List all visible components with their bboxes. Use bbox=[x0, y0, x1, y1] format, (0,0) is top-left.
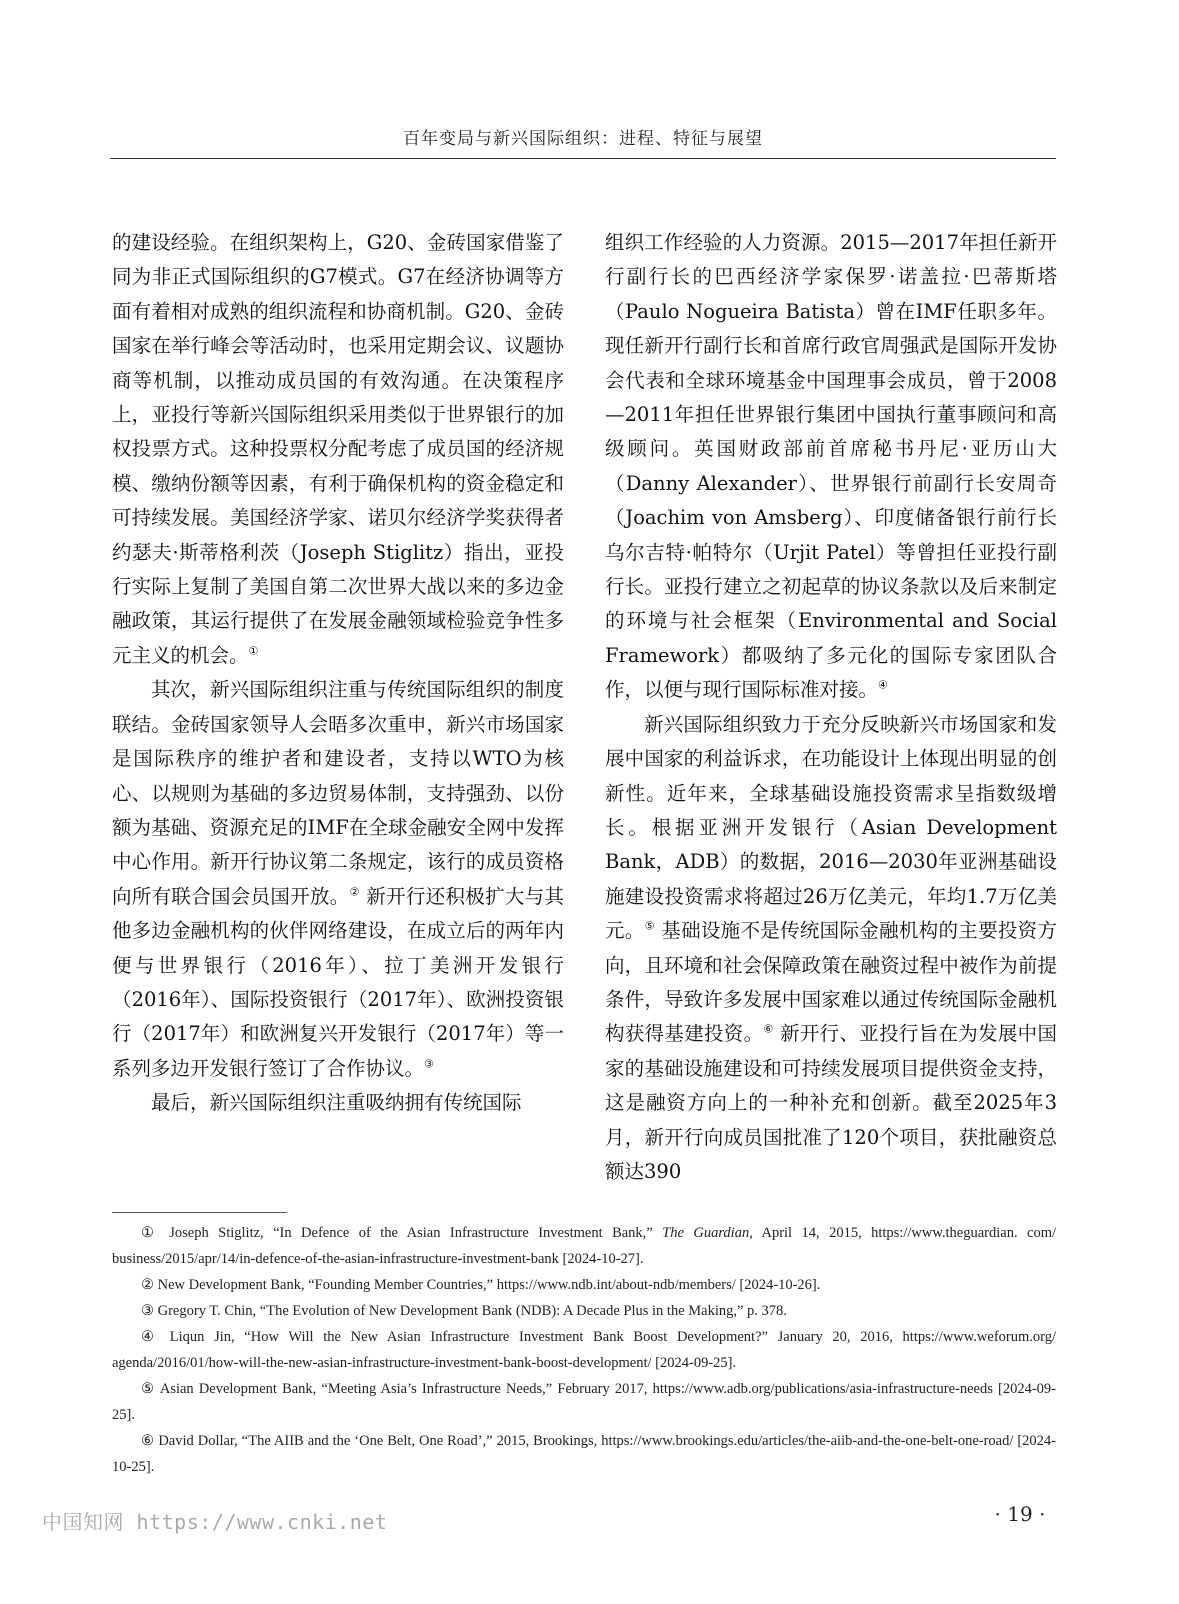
footnote bbox=[112, 1298, 1056, 1324]
footnote-text: Liqun Jin, “How Will the New Asian Infrastructure Investment Bank Boost Development?” January 20, 2016, https://www.weforum.org/ agenda/2016/01/how-will-the-new-asian-infrastructure-investment-bank-boost-development/ [2024-09-25]. bbox=[112, 1329, 1056, 1371]
footnote bbox=[112, 1324, 1056, 1376]
paragraph-text: 新开行、亚投行旨在为发展中国家的基础设施建设和可持续发展项目提供资金支持，这是融资方向上的一种补充和创新。截至2025年3月，新开行向成员国批准了120个项目，获批融资总额达390 bbox=[605, 1022, 1057, 1183]
header-rule bbox=[110, 158, 1056, 159]
footnotes bbox=[112, 1220, 1056, 1480]
paragraph-text: 新开行还积极扩大与其他多边金融机构的伙伴网络建设，在成立后的两年内便与世界银行（2016年）、拉丁美洲开发银行（2016年）、国际投资银行（2017年）、欧洲投资银行（2017年）和欧洲复兴开发银行（2017年）等一系列多边开发银行签订了合作协议。 bbox=[112, 884, 564, 1080]
footnote-text: Asian Development Bank, “Meeting Asia’s Infrastructure Needs,” February 2017, https://www.adb.org/publications/asia-infrastructure-needs [2024-09-25]. bbox=[112, 1381, 1057, 1423]
footnote-text: Gregory T. Chin, “The Evolution of New Development Bank (NDB): A Decade Plus in the Making,” p. 378. bbox=[154, 1303, 787, 1319]
paragraph-text: 新兴国际组织致力于充分反映新兴市场国家和发展中国家的利益诉求，在功能设计上体现出明显的创新性。近年来，全球基础设施投资需求呈指数级增长。根据亚洲开发银行（Asian Development Bank，ADB）的数据，2016—2030年亚洲基础设施建设投资需求将超过26万亿美元，年均1.7万亿美元。 bbox=[605, 712, 1057, 943]
footnote-mark: ② bbox=[141, 1277, 154, 1293]
footnote bbox=[112, 1428, 1056, 1480]
footnote-source-title: The Guardian bbox=[662, 1225, 750, 1241]
footnote-ref[interactable]: ① bbox=[248, 644, 259, 658]
footnote bbox=[112, 1272, 1056, 1298]
footnote-mark: ⑥ bbox=[141, 1433, 155, 1449]
paragraph bbox=[112, 226, 564, 673]
footnote-text: , April 14, 2015, https://www.theguardian. com/ business/2015/apr/14/in-defence-of-the-asian-infrastructure-investment-bank [2024-10-27]. bbox=[112, 1225, 1056, 1267]
footnote-ref[interactable]: ② bbox=[349, 885, 360, 899]
left-column bbox=[112, 226, 564, 1121]
running-header: 百年变局与新兴国际组织：进程、特征与展望 bbox=[403, 129, 763, 149]
footnote-text: Joseph Stiglitz, “In Defence of the Asian Infrastructure Investment Bank,” bbox=[159, 1225, 663, 1241]
footnote-mark: ⑤ bbox=[141, 1381, 156, 1397]
footnote-ref[interactable]: ⑥ bbox=[763, 1022, 774, 1036]
footnote-ref[interactable]: ④ bbox=[878, 678, 888, 692]
footnote-text: David Dollar, “The AIIB and the ‘One Belt, One Road’,” 2015, Brookings, https://www.brookings.edu/articles/the-aiib-and-the-one-belt-one-road/ [2024-10-25]. bbox=[112, 1433, 1056, 1475]
paragraph-text: 的建设经验。在组织架构上，G20、金砖国家借鉴了同为非正式国际组织的G7模式。G7在经济协调等方面有着相对成熟的组织流程和协商机制。G20、金砖国家在举行峰会等活动时，也采用定期会议、议题协商等机制，以推动成员国的有效沟通。在决策程序上，亚投行等新兴国际组织采用类似于世界银行的加权投票方式。这种投票权分配考虑了成员国的经济规模、缴纳份额等因素，有利于确保机构的资金稳定和可持续发展。美国经济学家、诺贝尔经济学奖获得者约瑟夫·斯蒂格利茨（Joseph Stiglitz）指出，亚投行实际上复制了美国自第二次世界大战以来的多边金融政策，其运行提供了在发展金融领域检验竞争性多元主义的机会。 bbox=[112, 231, 564, 667]
footnote-text: New Development Bank, “Founding Member Countries,” https://www.ndb.int/about-ndb/members/ [2024-10-26]. bbox=[154, 1277, 821, 1293]
footnote bbox=[112, 1376, 1056, 1428]
right-column bbox=[605, 226, 1057, 1189]
cnki-watermark: 中国知网 https://www.cnki.net bbox=[42, 1510, 388, 1534]
paragraph bbox=[112, 673, 564, 1086]
paragraph-text: 基础设施不是传统国际金融机构的主要投资方向，且环境和社会保障政策在融资过程中被作为前提条件，导致许多发展中国家难以通过传统国际金融机构获得基建投资。 bbox=[605, 919, 1057, 1046]
page-number: · 19 · bbox=[994, 1502, 1046, 1526]
paragraph-text: 组织工作经验的人力资源。2015—2017年担任新开行副行长的巴西经济学家保罗·诺盖拉·巴蒂斯塔（Paulo Nogueira Batista）曾在IMF任职多年。现任新开行副行长和首席行政官周强武是国际开发协会代表和全球环境基金中国理事会成员，曾于2008—2011年担任世界银行集团中国执行董事顾问和高级顾问。英国财政部前首席秘书丹尼·亚历山大（Danny Alexander）、世界银行前副行长安周奇（Joachim von Amsberg）、印度储备银行前行长乌尔吉特·帕特尔（Urjit Patel）等曾担任亚投行副行长。亚投行建立之初起草的协议条款以及后来制定的环境与社会框架（Environmental and Social Framework）都吸纳了多元化的国际专家团队合作，以便与现行国际标准对接。 bbox=[605, 231, 1057, 702]
footnote-ref[interactable]: ③ bbox=[424, 1057, 434, 1071]
paragraph bbox=[605, 226, 1057, 708]
paragraph bbox=[605, 708, 1057, 1190]
footnote bbox=[112, 1220, 1056, 1272]
footnote-mark: ① bbox=[141, 1225, 160, 1241]
footnote-ref[interactable]: ⑤ bbox=[644, 919, 655, 933]
paragraph-text: 最后，新兴国际组织注重吸纳拥有传统国际 bbox=[151, 1091, 522, 1115]
footnote-mark: ③ bbox=[141, 1303, 154, 1319]
footnote-mark: ④ bbox=[141, 1329, 161, 1345]
paragraph-text: 其次，新兴国际组织注重与传统国际组织的制度联结。金砖国家领导人会晤多次重申，新兴市场国家是国际秩序的维护者和建设者，支持以WTO为核心、以规则为基础的多边贸易体制，支持强劲、以份额为基础、资源充足的IMF在全球金融安全网中发挥中心作用。新开行协议第二条规定，该行的成员资格向所有联合国会员国开放。 bbox=[112, 678, 564, 908]
paragraph bbox=[112, 1086, 564, 1120]
footnote-divider bbox=[112, 1212, 287, 1213]
